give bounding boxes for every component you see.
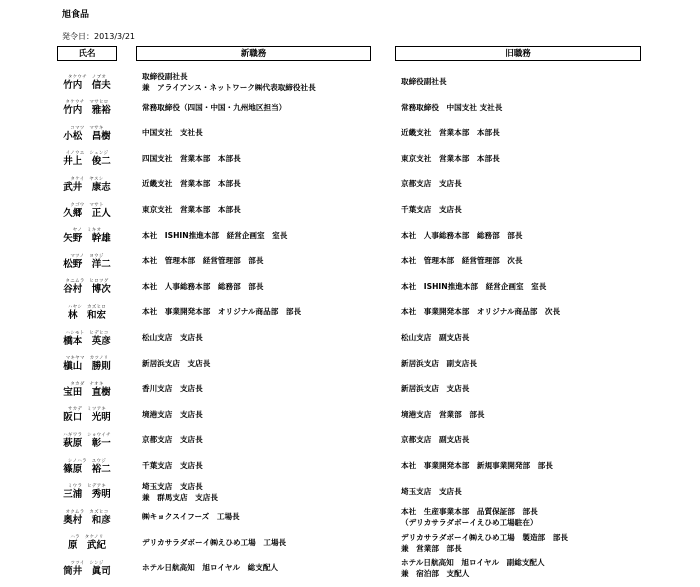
name-kanji: 矢野 幹雄 bbox=[63, 233, 111, 245]
old-position-line: 兼 営業部 部長 bbox=[401, 543, 462, 553]
table-row bbox=[0, 222, 700, 248]
name-kanji: 竹内 雅裕 bbox=[63, 105, 111, 117]
name-reading: マツノ ヨウジ bbox=[70, 253, 104, 259]
table-row bbox=[0, 119, 700, 145]
name-kanji: 井上 俊二 bbox=[63, 156, 111, 168]
person-name bbox=[57, 382, 117, 398]
old-position-line: 埼玉支店 支店長 bbox=[401, 486, 462, 496]
old-position bbox=[401, 76, 447, 87]
name-kanji: 奥村 和彦 bbox=[63, 514, 111, 526]
old-position-line: 取締役副社長 bbox=[401, 77, 447, 86]
personnel-list bbox=[0, 68, 700, 580]
name-kanji: 武井 康志 bbox=[63, 181, 111, 193]
table-row bbox=[0, 273, 700, 299]
name-reading: タケウチ マサヒロ bbox=[65, 100, 109, 106]
old-position-line: 京都支店 副支店長 bbox=[401, 435, 470, 445]
person-name bbox=[57, 203, 117, 219]
name-reading: マキヤマ カツノリ bbox=[65, 356, 109, 362]
table-row bbox=[0, 426, 700, 452]
old-position bbox=[401, 255, 523, 266]
new-position bbox=[142, 230, 287, 241]
new-position-line: 取締役副社長 bbox=[142, 72, 188, 81]
name-kanji: 宝田 直樹 bbox=[63, 386, 111, 398]
header-name: 氏名 bbox=[57, 46, 117, 61]
name-kanji: 谷村 博次 bbox=[63, 284, 111, 296]
old-position bbox=[401, 230, 523, 241]
name-kanji: 小松 昌樹 bbox=[63, 130, 111, 142]
new-position-line: 兼 群馬支店 支店長 bbox=[142, 492, 218, 502]
new-position bbox=[142, 204, 241, 215]
old-position-line: 境港支店 営業部 部長 bbox=[401, 409, 485, 419]
name-reading: ヤノ ミキオ bbox=[72, 228, 102, 234]
name-reading: タカダ ナオキ bbox=[70, 381, 104, 387]
name-reading: イノウエ シュンジ bbox=[65, 151, 109, 157]
new-position-line: 本社 事業開発本部 オリジナル商品部 部長 bbox=[142, 307, 302, 317]
new-position bbox=[142, 102, 286, 113]
new-position-line: 四国支社 営業本部 本部長 bbox=[142, 153, 241, 163]
new-position-line: デリカサラダボーイ㈱えひめ工場 工場長 bbox=[142, 537, 287, 547]
old-position-line: 新居浜支店 支店長 bbox=[401, 384, 470, 394]
name-reading: コマツ マサキ bbox=[70, 125, 104, 131]
new-position bbox=[142, 332, 203, 343]
person-name bbox=[57, 279, 117, 295]
name-kanji: 篠原 裕二 bbox=[63, 463, 111, 475]
new-position bbox=[142, 562, 278, 573]
person-name bbox=[57, 177, 117, 193]
new-position-line: 香川支店 支店長 bbox=[142, 384, 203, 394]
old-position-line: 千葉支店 支店長 bbox=[401, 204, 462, 214]
table-row bbox=[0, 529, 700, 555]
new-position bbox=[142, 409, 203, 420]
name-reading: オクムラ カズヒコ bbox=[65, 509, 109, 515]
person-name bbox=[57, 459, 117, 475]
new-position-line: 京都支店 支店長 bbox=[142, 435, 203, 445]
new-position bbox=[142, 481, 218, 503]
table-row bbox=[0, 375, 700, 401]
name-reading: タケイ ヤスシ bbox=[70, 176, 104, 182]
name-reading: タニムラ ヒロツグ bbox=[65, 279, 109, 285]
old-position bbox=[401, 486, 462, 497]
old-position-line: 兼 宿泊部 支配人 bbox=[401, 569, 470, 579]
new-position-line: 兼 アライアンス・ネットワーク㈱代表取締役社長 bbox=[142, 83, 316, 92]
name-kanji: 槇山 勝則 bbox=[63, 361, 111, 373]
person-name bbox=[57, 535, 117, 551]
old-position bbox=[401, 383, 469, 394]
person-name bbox=[57, 151, 117, 167]
table-row bbox=[0, 298, 700, 324]
old-position-line: 松山支店 副支店長 bbox=[401, 332, 470, 342]
old-position-line: 新居浜支店 副支店長 bbox=[401, 358, 477, 368]
old-position bbox=[401, 127, 500, 138]
old-position bbox=[401, 281, 546, 292]
new-position-line: 埼玉支店 支店長 bbox=[142, 481, 203, 491]
new-position bbox=[142, 127, 203, 138]
person-name bbox=[57, 305, 117, 321]
new-position-line: 本社 ISHIN推進本部 経営企画室 室長 bbox=[142, 230, 288, 240]
new-position bbox=[142, 537, 286, 548]
issue-date: 発令日：2013/3/21 bbox=[62, 32, 136, 41]
name-reading: ツツイ シンジ bbox=[70, 560, 104, 566]
new-position bbox=[142, 383, 203, 394]
person-name bbox=[57, 484, 117, 500]
new-position bbox=[142, 255, 264, 266]
table-row bbox=[0, 401, 700, 427]
table-row bbox=[0, 94, 700, 120]
new-position bbox=[142, 178, 241, 189]
new-position bbox=[142, 434, 203, 445]
name-kanji: 阪口 光明 bbox=[63, 412, 111, 424]
name-kanji: 筒井 眞司 bbox=[63, 565, 111, 577]
person-name bbox=[57, 126, 117, 142]
old-position bbox=[401, 434, 469, 445]
old-position bbox=[401, 204, 462, 215]
table-row bbox=[0, 478, 700, 504]
new-position-line: 境港支店 支店長 bbox=[142, 409, 203, 419]
table-row bbox=[0, 247, 700, 273]
old-position bbox=[401, 409, 485, 420]
new-position bbox=[142, 71, 316, 93]
new-position-line: 新居浜支店 支店長 bbox=[142, 358, 211, 368]
name-reading: ハラ タケノリ bbox=[70, 535, 104, 541]
new-position-line: 千葉支店 支店長 bbox=[142, 460, 203, 470]
table-row bbox=[0, 68, 700, 94]
name-kanji: 久郷 正人 bbox=[63, 207, 111, 219]
old-position-line: 本社 事業開発本部 オリジナル商品部 次長 bbox=[401, 307, 561, 317]
new-position-line: ㈱キョクスイフーズ 工場長 bbox=[142, 512, 240, 522]
old-position-line: 近畿支社 営業本部 本部長 bbox=[401, 128, 500, 138]
header-new-position: 新職務 bbox=[136, 46, 371, 61]
person-name bbox=[57, 510, 117, 526]
old-position-line: 本社 人事総務本部 総務部 部長 bbox=[401, 230, 523, 240]
old-position bbox=[401, 153, 500, 164]
new-position-line: ホテル日航高知 旭ロイヤル 総支配人 bbox=[142, 563, 279, 573]
name-reading: ハシモト ヒデヒコ bbox=[65, 330, 109, 336]
old-position-line: 常務取締役 中国支社 支社長 bbox=[401, 102, 503, 112]
person-name bbox=[57, 331, 117, 347]
table-row bbox=[0, 350, 700, 376]
old-position bbox=[401, 178, 462, 189]
name-kanji: 松野 洋二 bbox=[63, 258, 111, 270]
table-row bbox=[0, 554, 700, 580]
old-position bbox=[401, 460, 553, 471]
new-position-line: 東京支社 営業本部 本部長 bbox=[142, 204, 241, 214]
person-name bbox=[57, 356, 117, 372]
person-name bbox=[57, 254, 117, 270]
name-reading: ハヤシ カズヒロ bbox=[67, 304, 107, 310]
old-position-line: デリカサラダボーイ㈱えひめ工場 製造部 部長 bbox=[401, 532, 568, 542]
new-position-line: 中国支社 支社長 bbox=[142, 128, 203, 138]
old-position bbox=[401, 358, 477, 369]
table-row bbox=[0, 452, 700, 478]
header-old-position: 旧職務 bbox=[395, 46, 641, 61]
old-position-line: ホテル日航高知 旭ロイヤル 副総支配人 bbox=[401, 558, 545, 568]
new-position-line: 本社 管理本部 経営管理部 部長 bbox=[142, 256, 264, 266]
name-reading: タケウチ ノブオ bbox=[67, 74, 107, 80]
new-position bbox=[142, 281, 264, 292]
old-position bbox=[401, 306, 560, 317]
old-position-line: （デリカサラダボーイえひめ工場駐在） bbox=[401, 518, 538, 528]
table-row bbox=[0, 324, 700, 350]
name-kanji: 橋本 英彦 bbox=[63, 335, 111, 347]
old-position bbox=[401, 557, 545, 579]
old-position-line: 本社 管理本部 経営管理部 次長 bbox=[401, 256, 523, 266]
old-position bbox=[401, 332, 469, 343]
company-name: 旭食品 bbox=[62, 10, 90, 20]
person-name bbox=[57, 561, 117, 577]
table-row bbox=[0, 145, 700, 171]
new-position bbox=[142, 153, 241, 164]
old-position-line: 東京支社 営業本部 本部長 bbox=[401, 153, 500, 163]
new-position bbox=[142, 460, 203, 471]
person-name bbox=[57, 407, 117, 423]
old-position bbox=[401, 102, 502, 113]
name-reading: シノハラ ユウジ bbox=[67, 458, 107, 464]
new-position bbox=[142, 358, 210, 369]
new-position-line: 近畿支社 営業本部 本部長 bbox=[142, 179, 241, 189]
old-position-line: 本社 ISHIN推進本部 経営企画室 室長 bbox=[401, 281, 547, 291]
name-reading: ミウラ ヒデアキ bbox=[67, 484, 107, 490]
new-position-line: 本社 人事総務本部 総務部 部長 bbox=[142, 281, 264, 291]
name-kanji: 原 武紀 bbox=[67, 540, 106, 552]
person-name bbox=[57, 433, 117, 449]
name-reading: ハギワラ ショウイチ bbox=[63, 432, 111, 438]
name-kanji: 三浦 秀明 bbox=[63, 489, 111, 501]
old-position-line: 京都支店 支店長 bbox=[401, 179, 462, 189]
new-position-line: 常務取締役（四国・中国・九州地区担当） bbox=[142, 102, 287, 112]
old-position bbox=[401, 506, 538, 528]
new-position bbox=[142, 511, 240, 522]
name-reading: サカデ ミツアキ bbox=[67, 407, 107, 413]
old-position bbox=[401, 532, 568, 554]
name-kanji: 竹内 信夫 bbox=[63, 79, 111, 91]
old-position-line: 本社 事業開発本部 新規事業開発部 部長 bbox=[401, 460, 553, 470]
person-name bbox=[57, 100, 117, 116]
table-row bbox=[0, 196, 700, 222]
name-reading: クゴウ マサト bbox=[70, 202, 104, 208]
old-position-line: 本社 生産事業本部 品質保証部 部長 bbox=[401, 507, 538, 517]
person-name bbox=[57, 75, 117, 91]
table-row bbox=[0, 170, 700, 196]
table-row bbox=[0, 503, 700, 529]
new-position-line: 松山支店 支店長 bbox=[142, 332, 203, 342]
person-name bbox=[57, 228, 117, 244]
new-position bbox=[142, 306, 301, 317]
name-kanji: 萩原 彰一 bbox=[63, 437, 111, 449]
name-kanji: 林 和宏 bbox=[67, 309, 106, 321]
